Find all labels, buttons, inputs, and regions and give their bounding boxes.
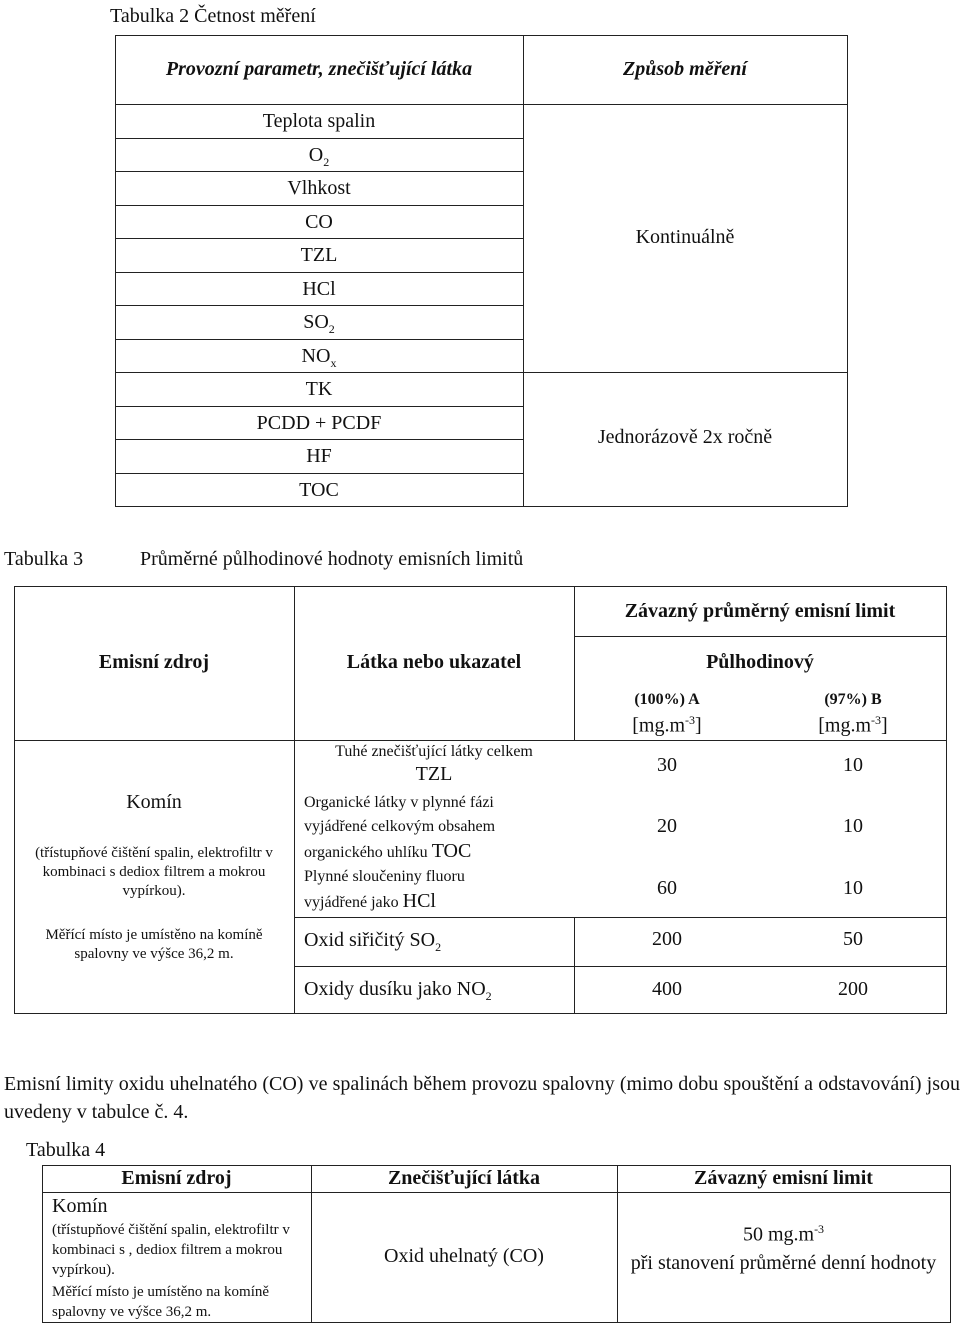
table3-source-place: Měřící místo je umístěno na komíně spalovny ve výšce 36,2 m.	[45, 927, 263, 962]
table3-header-substance: Látka nebo ukazatel	[346, 651, 522, 673]
paragraph-co-limits: Emisní limity oxidu uhelnatého (CO) ve spalinách během provozu spalovny (mimo dobu spouštění a odstavování) jsou uvedeny v tabulce č. 4.	[4, 1073, 960, 1123]
table4-limit: 50 $mg.m^{-3}$ při stanovení průměrné denní hodnoty	[630, 1222, 937, 1274]
method-single: Jednorázově 2x ročně	[597, 426, 773, 448]
table4-header-substance: Znečišťující látka	[387, 1167, 541, 1189]
value-b: 10	[843, 877, 863, 899]
parameter-cell: PCDD + PCDF	[256, 412, 382, 434]
substance-tzl: Tuhé znečišťující látky celkem TZL	[335, 743, 533, 785]
parameter-cell: $O_2$	[308, 144, 330, 169]
value-b: 200	[838, 978, 868, 1000]
parameter-cell: TZL	[300, 244, 338, 266]
parameter-cell: $SO_2$	[303, 311, 335, 336]
parameter-cell: TK	[305, 378, 333, 400]
parameter-cell: TOC	[299, 479, 339, 501]
table2-header-method: Způsob měření	[623, 58, 747, 80]
table4-header-limit: Závazný emisní limit	[694, 1167, 873, 1189]
value-b: 10	[843, 754, 863, 776]
table3-header-halfhour: Půlhodinový	[706, 651, 814, 673]
table3-label: Tabulka 3	[4, 548, 84, 570]
value-a: 200	[652, 928, 682, 950]
table4-substance: Oxid uhelnatý (CO)	[384, 1245, 544, 1267]
table4-label: Tabulka 4	[26, 1139, 106, 1161]
table3-title: Průměrné půlhodinové hodnoty emisních limitů	[140, 548, 524, 570]
value-a: 30	[657, 754, 677, 776]
substance-nox: Oxidy dusíku jako $NO_2$	[304, 978, 492, 1003]
table4-header-source: Emisní zdroj	[121, 1167, 232, 1189]
table4-source-place: Měřící místo je umístěno na komíně spalovny ve výšce 36,2 m.	[52, 1284, 270, 1320]
value-b: 50	[843, 928, 863, 950]
parameter-cell: HF	[306, 445, 332, 467]
parameter-cell: CO	[305, 211, 333, 233]
method-continuous: Kontinuálně	[635, 226, 735, 248]
table4-source-title: Komín	[52, 1195, 108, 1217]
parameter-cell: $NO_x$	[301, 345, 337, 370]
table3-source-title: Komín	[126, 791, 182, 813]
parameter-cell: Vlhkost	[287, 177, 351, 199]
column-a-header: (100%) A $[mg.m^{-3}]$	[632, 691, 702, 737]
substance-hf: Plynné sloučeniny fluoru vyjádřené jako HCl	[304, 868, 465, 912]
table4-source-desc: (třístupňové čištění spalin, elektrofiltr v kombinaci s , dediox filtrem a mokrou vypírkou).	[52, 1222, 290, 1278]
substance-so2: Oxid siřičitý $SO_2$	[304, 929, 442, 954]
table3-header-source: Emisní zdroj	[98, 651, 210, 673]
value-a: 400	[652, 978, 682, 1000]
parameter-cell: HCl	[302, 278, 336, 300]
value-b: 10	[843, 815, 863, 837]
table2-caption: Tabulka 2 Četnost měření	[110, 5, 316, 27]
table3-source-desc: (třístupňové čištění spalin, elektrofiltr v kombinaci s dediox filtrem a mokrou vypírkou).	[35, 845, 273, 899]
value-a: 20	[657, 815, 677, 837]
value-a: 60	[657, 877, 677, 899]
parameter-cell: Teplota spalin	[262, 110, 376, 132]
table3-header-limit: Závazný průměrný emisní limit	[624, 600, 896, 622]
substance-toc: Organické látky v plynné fázi vyjádřené celkovým obsahem organického uhlíku TOC	[304, 794, 496, 862]
table2-header-parameter: Provozní parametr, znečišťující látka	[165, 58, 473, 80]
column-b-header: (97%) B $[mg.m^{-3}]$	[818, 691, 888, 737]
